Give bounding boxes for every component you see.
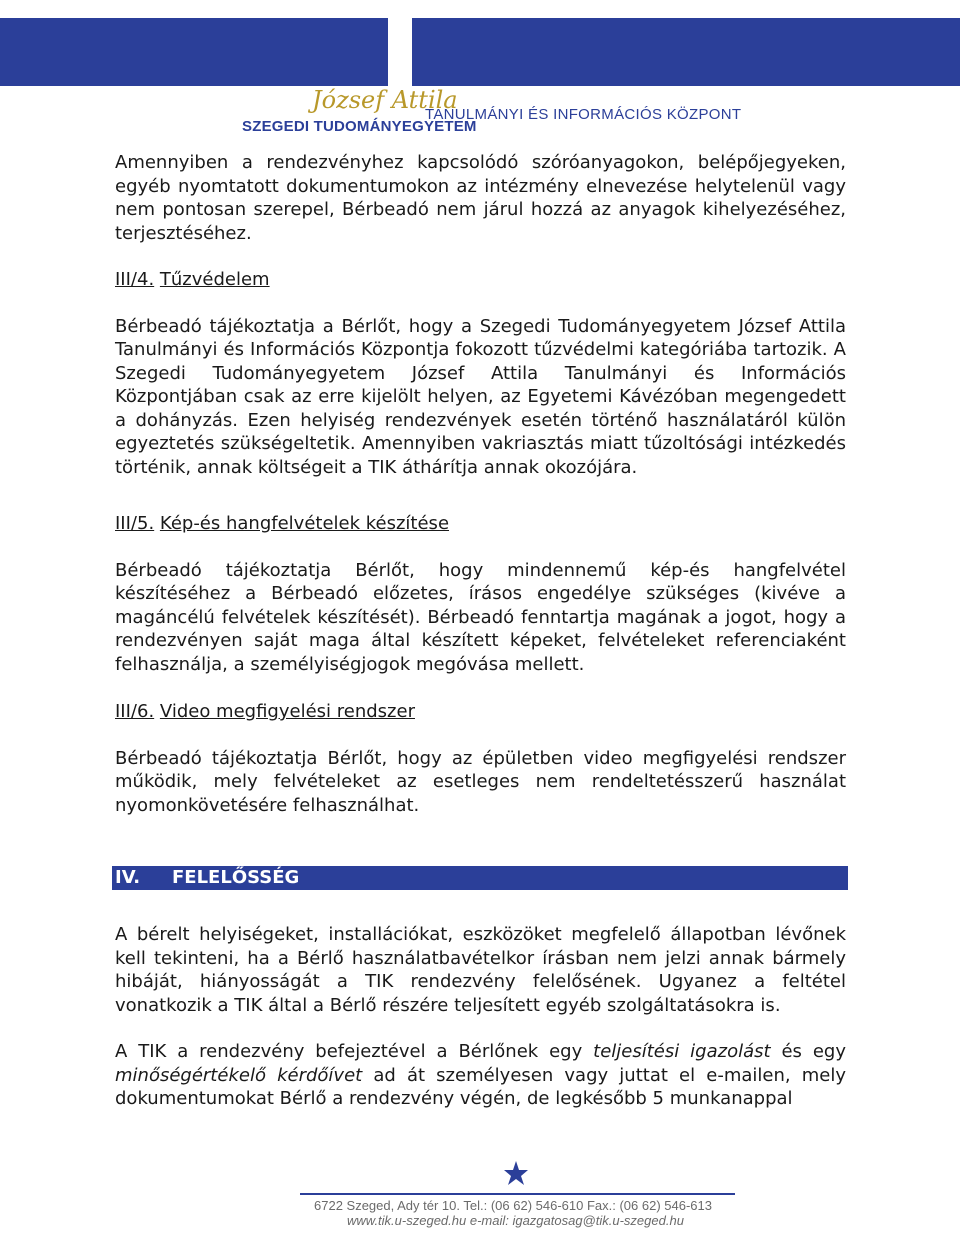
heading-video-surveillance <box>115 700 846 724</box>
logo-script-name: József Attila <box>312 86 458 114</box>
emphasis-questionnaire: minőségértékelő kérdőívet <box>115 1064 363 1086</box>
section-number: IV. <box>115 867 141 888</box>
star-icon <box>503 1160 529 1186</box>
text-run: ad át személyesen vagy juttat el e-mailen, mely dokumentumokat Bérlő a rendezvény végén, de legkésőbb 5 munkanappal <box>115 1064 847 1109</box>
heading-title: Tűzvédelem <box>159 269 270 290</box>
section-title: FELELŐSSÉG <box>172 867 300 888</box>
heading-number: III/6. <box>115 701 155 722</box>
header-band-left <box>0 18 388 86</box>
heading-title: Video megfigyelési rendszer <box>159 701 415 722</box>
paragraph-completion <box>115 1040 846 1111</box>
document-body-liability <box>115 923 846 1111</box>
emphasis-certificate: teljesítési igazolást <box>593 1041 771 1062</box>
logo-tik-name: TANULMÁNYI ÉS INFORMÁCIÓS KÖZPONT <box>425 106 742 123</box>
paragraph-liability: A bérelt helyiségeket, installációkat, eszközöket megfelelő állapotban lévőnek kell tekinteni, ha a Bérlő használatbavételkor írásban nem jelzi annak bármely hibáját, hiányosságát a TIK rendezvény felelősének. Ugyanez a feltétel vonatkozik a TIK által a Bérlő részére teljesített egyéb szolgáltatásokra is. <box>115 924 846 1016</box>
heading-title: Kép-és hangfelvételek készítése <box>159 513 450 534</box>
heading-number: III/4. <box>115 269 155 290</box>
text-run: és egy <box>770 1041 846 1062</box>
paragraph-video-surveillance: Bérbeadó tájékoztatja Bérlőt, hogy az épületben video megfigyelési rendszer működik, mely felvételeket az esetleges nem rendeltetésszerű használat nyomonkövetésére felhasználhat. <box>115 747 846 816</box>
section-header-liability <box>112 866 848 890</box>
logo-university-name: SZEGEDI TUDOMÁNYEGYETEM <box>242 118 477 135</box>
header-band-right <box>412 18 960 86</box>
text-run: A TIK a rendezvény befejeztével a Bérlőnek egy <box>115 1041 594 1062</box>
heading-recording <box>115 512 846 536</box>
footer-divider <box>300 1193 735 1195</box>
footer-web-email: www.tik.u-szeged.hu e-mail: igazgatosag@tik.u-szeged.hu <box>347 1213 684 1228</box>
document-body <box>115 150 846 817</box>
paragraph-intro: Amennyiben a rendezvényhez kapcsolódó szóróanyagokon, belépőjegyeken, egyéb nyomtatott dokumentumokon az intézmény elnevezése helytelenül vagy nem pontosan szerepel, Bérbeadó nem járul hozzá az anyagok kihelyezéséhez, terjesztéséhez. <box>115 152 846 244</box>
paragraph-recording: Bérbeadó tájékoztatja Bérlőt, hogy mindennemű kép-és hangfelvétel készítéséhez a Bérbeadó előzetes, írásos engedélye szükséges (kivéve a magáncélú felvételek készítését). Bérbeadó fenntartja magának a jogot, hogy a rendezvényen saját maga által készített képeket, felvételeket referenciaként felhasználja, a személyiségjogok megóvása mellett. <box>115 559 846 675</box>
paragraph-fire-safety: Bérbeadó tájékoztatja a Bérlőt, hogy a Szegedi Tudományegyetem József Attila Tanulmányi és Információs Központja fokozott tűzvédelmi kategóriába tartozik. A Szegedi Tudományegyetem József Attila Tanulmányi és Információs Központjában csak az erre kijelölt helyen, az Egyetemi Kávézóban megengedett a dohányzás. Ezen helyiség rendezvények esetén történő használatáról külön egyeztetés szükségeltetik. Amennyiben vakriasztás miatt tűzoltósági intézkedés történik, annak költségeit a TIK áthárítja annak okozójára. <box>115 315 846 478</box>
heading-number: III/5. <box>115 513 155 534</box>
footer-address: 6722 Szeged, Ady tér 10. Tel.: (06 62) 546-610 Fax.: (06 62) 546-613 <box>314 1198 712 1213</box>
heading-fire-safety <box>115 268 846 292</box>
